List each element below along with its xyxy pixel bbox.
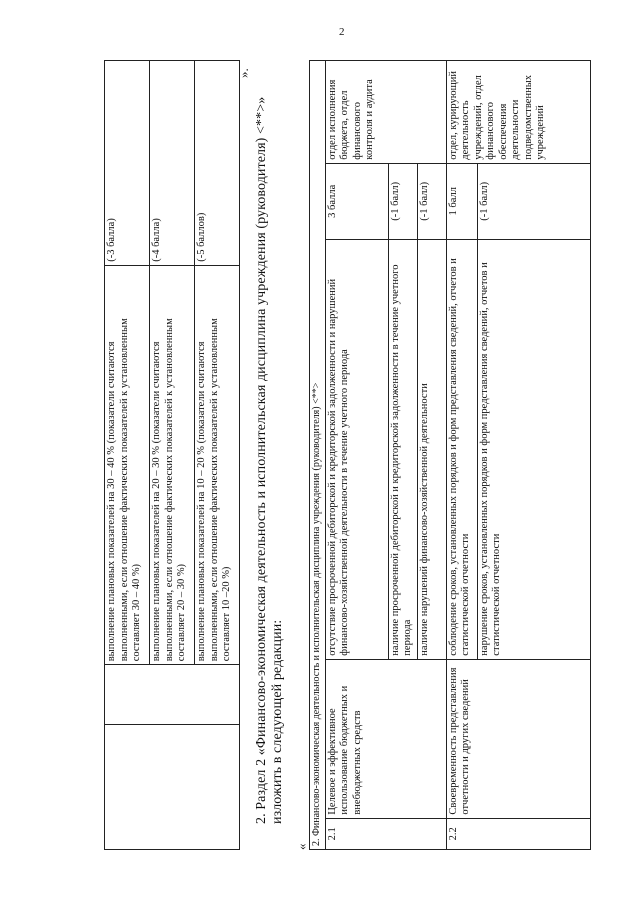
- scoring-table-continued: [104, 60, 240, 850]
- criteria-text: нарушение сроков, установленных порядков и форм представления сведений, отчетов и статистической отчетности: [477, 239, 590, 659]
- score-cell: (-1 балл): [477, 163, 590, 239]
- score-cell: 1 балл: [446, 163, 477, 239]
- criteria-text: выполнение плановых показателей на 30 – 40 % (показатели считаются выполненными, если отношение фактических показателей к установленным составляет 30 – 40 %): [105, 265, 150, 665]
- closing-quote: ».: [236, 68, 251, 78]
- criteria-text: отсутствие просроченной дебиторской и кредиторской задолженности и нарушений финансово-хозяйственной деятельности в течение учетного периода: [325, 239, 388, 659]
- criteria-text: соблюдение сроков, установленных порядков и форм представления сведений, отчетов и статистической отчетности: [446, 239, 477, 659]
- amendment-paragraph: 2. Раздел 2 «Финансово-экономическая деятельность и исполнительская дисциплина учреждения (руководителя) <**>» изложить в следующей редакции:: [254, 96, 285, 824]
- responsible-cell: отдел, курирующий деятельность учреждений, отдел финансового обеспечения деятельности подведомственных учреждений: [446, 61, 590, 164]
- section-header: 2. Финансово-экономическая деятельность и исполнительская дисциплина учреждения (руководителя) <**>: [310, 61, 326, 850]
- responsible-cell: отдел исполнения бюджета, отдел финансового контроля и аудита: [325, 61, 446, 164]
- score-cell: (-3 балла): [105, 61, 150, 266]
- criteria-text: выполнение плановых показателей на 20 – 30 % (показатели считаются выполненными, если отношение фактических показателей к установленным составляет 20 – 30 %): [150, 265, 195, 665]
- row-number: 2.1: [325, 818, 446, 849]
- section-header-row: [310, 61, 326, 850]
- criteria-text: наличие нарушений финансово-хозяйственной деятельности: [417, 239, 446, 659]
- score-cell: (-5 баллов): [195, 61, 240, 266]
- criteria-text: наличие просроченной дебиторской и кредиторской задолженности в течение учетного периода: [388, 239, 417, 659]
- table-row: [446, 61, 477, 850]
- section-2-table: [309, 60, 591, 850]
- indicator-cell: Целевое и эффективное использование бюджетных и внебюджетных средств: [325, 659, 446, 818]
- rotated-content: [104, 60, 624, 850]
- score-cell: (-1 балл): [388, 163, 417, 239]
- table-row: [105, 61, 150, 850]
- table-row: [325, 61, 388, 850]
- score-cell: (-1 балл): [417, 163, 446, 239]
- criteria-text: выполнение плановых показателей на 10 – 20 % (показатели считаются выполненными, если отношение фактических показателей к установленным составляет 10 –20 %): [195, 265, 240, 665]
- opening-quote: «: [294, 843, 309, 850]
- row-number: 2.2: [446, 818, 590, 849]
- score-cell: (-4 балла): [150, 61, 195, 266]
- page-number: 2: [339, 26, 345, 38]
- score-cell: 3 балла: [325, 163, 388, 239]
- indicator-cell: Своевременность представления отчетности и других сведений: [446, 659, 590, 818]
